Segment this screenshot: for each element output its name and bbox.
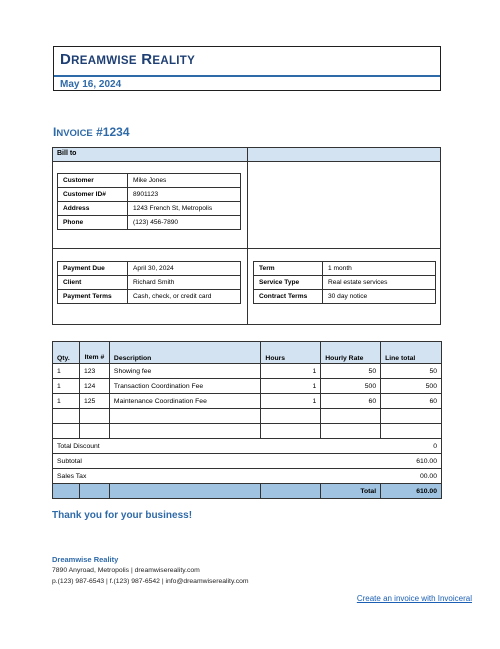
col-description: Description [109,342,261,364]
subtotal-row: Subtotal 610.00 [53,454,442,469]
info-divider-horizontal [53,248,440,249]
sales-tax-row: Sales Tax 00.00 [53,469,442,484]
invoice-title: INVOICE #1234 [53,125,130,139]
table-row: Phone (123) 456-7890 [58,216,241,230]
footer-contact: p.(123) 987-6543 | f.(123) 987-6542 | info@dreamwisereality.com [52,578,249,585]
table-row-empty [53,424,442,439]
info-divider-vertical [247,148,248,324]
company-name: DREAMWISE REALITY [60,51,196,68]
table-row: 1 124 Transaction Coordination Fee 1 500 500 [53,379,442,394]
total-row: Total 610.00 [53,484,442,499]
table-row: Contract Terms 30 day notice [254,290,436,304]
col-item: Item # [79,342,109,364]
table-row: Payment Terms Cash, check, or credit card [58,290,241,304]
table-row: Term 1 month [254,262,436,276]
bill-to-header-right [248,148,440,162]
footer-address: 7890 Anyroad, Metropolis | dreamwisereality.com [52,567,200,574]
create-invoice-link[interactable]: Create an invoice with Invoiceral [356,594,472,603]
table-row: Client Richard Smith [58,276,241,290]
customer-table [57,173,241,230]
table-row: 1 125 Maintenance Coordination Fee 1 60 60 [53,394,442,409]
table-row: Address 1243 French St, Metropolis [58,202,241,216]
col-qty: Qty. [53,342,80,364]
table-header-row [53,342,442,364]
table-row: Payment Due April 30, 2024 [58,262,241,276]
table-row: 1 123 Showing fee 1 50 50 [53,364,442,379]
bill-to-header: Bill to [53,148,247,162]
col-hours: Hours [261,342,321,364]
table-row: Service Type Real estate services [254,276,436,290]
service-table [253,261,436,304]
col-rate: Hourly Rate [321,342,381,364]
footer-company-name: Dreamwise Reality [52,555,119,564]
header-divider [54,75,440,77]
table-row: Customer ID# 8901123 [58,188,241,202]
invoice-date: May 16, 2024 [60,79,122,90]
payment-table [57,261,241,304]
table-row: Customer Mike Jones [58,174,241,188]
line-items-table [52,341,442,499]
header-box [53,46,441,91]
discount-row: Total Discount 0 [53,439,442,454]
col-line-total: Line total [381,342,442,364]
table-row-empty [53,409,442,424]
thank-you-message: Thank you for your business! [52,510,193,521]
